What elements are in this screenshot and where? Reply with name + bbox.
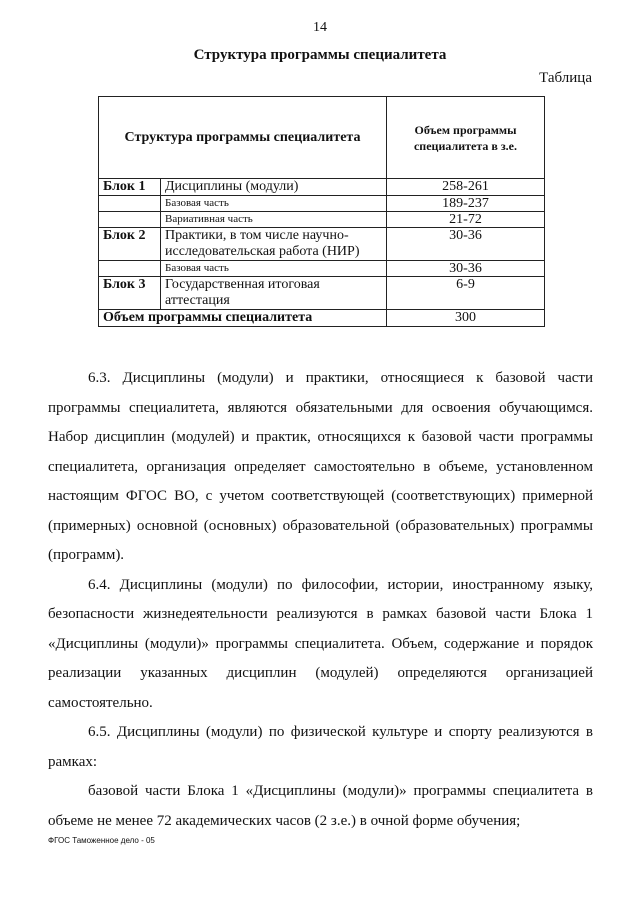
program-structure-table (98, 96, 545, 327)
paragraph-6-3: 6.3. Дисциплины (модули) и практики, относящиеся к базовой части программы специалитета, являются обязательными для освоения обучающимся. Набор дисциплин (модулей) и практик, относящихся к базовой части программы специалитета, организация определяет самостоятельно в объеме, установленном настоящим ФГОС ВО, с учетом соответствующей (соответствующих) примерной (примерных) основной (основных) образовательной (образовательных) программы (программ). (48, 370, 593, 563)
body-text (48, 364, 593, 836)
block-label: Блок 3 (99, 277, 161, 310)
row-volume: 258-261 (387, 179, 545, 196)
block-label: Блок 2 (99, 228, 161, 261)
table-row (99, 228, 545, 261)
row-volume: 189-237 (387, 196, 545, 212)
header-volume: Объем программы специалитета в з.е. (387, 97, 545, 179)
table-header-row (99, 97, 545, 179)
table-row (99, 196, 545, 212)
row-name: Базовая часть (161, 196, 387, 212)
row-volume: 21-72 (387, 212, 545, 228)
row-name: Базовая часть (161, 261, 387, 277)
page-title: Структура программы специалитета (193, 47, 447, 63)
total-volume: 300 (387, 310, 545, 327)
row-name: Дисциплины (модули) (161, 179, 387, 196)
row-volume: 30-36 (387, 228, 545, 261)
row-name: Вариативная часть (161, 212, 387, 228)
block-label (99, 261, 161, 277)
block-label (99, 196, 161, 212)
paragraph-6-5-item: базовой части Блока 1 «Дисциплины (модули)» программы специалитета в объеме не менее 72 академических часов (2 з.е.) в очной форме обучения; (48, 783, 593, 829)
row-name: Практики, в том числе научно-исследовательская работа (НИР) (161, 228, 387, 261)
block-label (99, 212, 161, 228)
table-row (99, 261, 545, 277)
table-row (99, 277, 545, 310)
table-caption: Таблица (539, 70, 592, 86)
block-label: Блок 1 (99, 179, 161, 196)
row-name: Государственная итоговая аттестация (161, 277, 387, 310)
table-total-row (99, 310, 545, 327)
footer-text: ФГОС Таможенное дело - 05 (48, 836, 155, 845)
row-volume: 6-9 (387, 277, 545, 310)
paragraph-6-5: 6.5. Дисциплины (модули) по физической культуре и спорту реализуются в рамках: (48, 724, 593, 770)
row-volume: 30-36 (387, 261, 545, 277)
table-row (99, 212, 545, 228)
paragraph-6-4: 6.4. Дисциплины (модули) по философии, истории, иностранному языку, безопасности жизнедеятельности реализуются в рамках базовой части Блока 1 «Дисциплины (модули)» программы специалитета. Объем, содержание и порядок реализации указанных дисциплин (модулей) определяются организацией самостоятельно. (48, 576, 593, 711)
page-number: 14 (313, 20, 327, 35)
total-label: Объем программы специалитета (99, 310, 387, 327)
table-row (99, 179, 545, 196)
header-structure: Структура программы специалитета (99, 97, 387, 179)
